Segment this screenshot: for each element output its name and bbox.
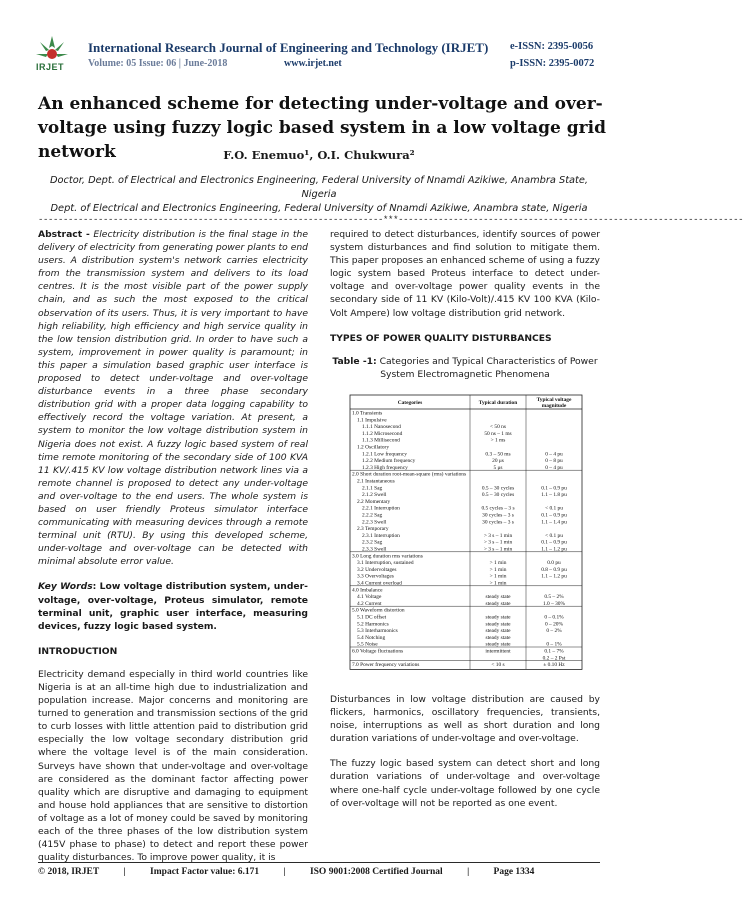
table-cell: 0 – 4 pu <box>545 464 563 471</box>
section-divider: ---------------------------------------------------------------------***--------------------------------------------------------------------- <box>38 215 743 225</box>
table-cell: 0.5 cycles – 3 s <box>481 505 515 512</box>
table-cell: 2.3 Temporary <box>357 526 389 533</box>
table-cell: 0.5 – 30 cycles <box>481 492 515 499</box>
volume-issue: Volume: 05 Issue: 06 | June-2018 <box>88 58 228 69</box>
table-cell: 1.2.3 High frequency <box>362 464 408 471</box>
table-cell: 1.1 – 1.2 pu <box>541 573 567 580</box>
table-cell: 3.1 Interruption, sustained <box>357 560 414 567</box>
disturbances-text: Disturbances in low voltage distribution are caused by flickers, harmonics, oscillatory frequencies, transients, noise, interruptions as well as short duration and long duration variations of under-voltage and over-voltage. <box>330 693 600 745</box>
table-cell: 0.1 – 0.9 pu <box>541 539 567 546</box>
pq-categories-table <box>330 391 600 681</box>
introduction-text: Electricity demand especially in third world countries like Nigeria is at an all-time high due to industrialization and population increase. Major concerns and monitoring are turned to generation and transmission sections of the grid to curb losses with little attention paid to distribution grid especially the low voltage secondary distribution grid where the voltage level is of the main consideration. Surveys have shown that under-voltage and over-voltage are considered as the dominant factor affecting power quality which are disruptive and damaging to equipment and house hold appliances that are sensitive to distortion of voltage as a lot of money could be saved by monitoring each of the three phases of the low distribution system (415V phase to phase) to detect and report these power quality disturbances. To improve power quality, it is <box>38 668 308 864</box>
keywords-label: Key Words <box>38 581 93 593</box>
table-cell: 0 – 8 pu <box>545 458 563 465</box>
table-cell: 5.5 Noise <box>357 641 378 648</box>
table-cell: 0.1 – 0.9 pu <box>541 512 567 519</box>
table-cell: 2.3.3 Swell <box>362 546 387 553</box>
table-cell: 2.1 Instantaneous <box>357 478 395 485</box>
table-cell: > 3 s – 1 min <box>483 539 513 546</box>
table-cell: 0.0 pu <box>547 560 561 567</box>
footer-page-number: Page 1334 <box>493 867 535 877</box>
introduction-heading: INTRODUCTION <box>38 645 118 657</box>
affiliation-2: Dept. of Electrical and Electronics Engineering, Federal University of Nnamdi Azikiwe, Anambra state, Nigeria <box>50 203 588 214</box>
table-cell: steady state <box>485 600 511 607</box>
table-cell: 6.0 Voltage fluctuations <box>352 648 404 655</box>
table-header-cell: Typical duration <box>478 399 518 406</box>
table-cell: 0 – 1% <box>546 641 562 648</box>
table-cell: > 1 min <box>489 566 507 573</box>
table-cell: intermittent <box>485 648 511 655</box>
table-cell: 4.0 Imbalance <box>352 587 383 594</box>
table-cell: 2.3.2 Sag <box>362 539 383 546</box>
table-cell: steady state <box>485 614 511 621</box>
logo-text: IRJET <box>36 62 65 72</box>
table-caption-text: Categories and Typical Characteristics of Power System Electromagnetic Phenomena <box>376 355 598 380</box>
table-cell: 5.2 Harmonics <box>357 621 389 628</box>
table-cell: 20 μs <box>492 458 504 465</box>
table-cell: 3.4 Current overload <box>357 580 402 587</box>
table-cell: 5.3 Interharmonics <box>357 628 398 635</box>
table-cell: 2.1.1 Sag <box>362 485 383 492</box>
journal-title: International Research Journal of Engineering and Technology (IRJET) <box>88 40 489 55</box>
paper-title: An enhanced scheme for detecting under-voltage and over-voltage using fuzzy logic based system in a low voltage grid network <box>38 94 606 162</box>
table-cell: ± 0.10 Hz <box>543 662 565 669</box>
table-cell: 1.1.2 Microsecond <box>362 430 403 437</box>
table-cell: 3.0 Long duration rms variations <box>352 553 423 560</box>
table-cell: 3.2 Undervoltages <box>357 566 397 573</box>
table-cell: 0 – 0.1% <box>544 614 564 621</box>
intro-continued-text: required to detect disturbances, identify sources of power system disturbances and find solution to mitigate them. This paper proposes an enhanced scheme of using a fuzzy logic system based Proteus interface to detect under-voltage and over-voltage power quality events in the secondary side of 11 KV (Kilo-Volt)/.415 KV 100 KVA (Kilo-Volt Ampere) low voltage distribution grid network. <box>330 229 600 319</box>
paper-authors: F.O. Enemuo¹, O.I. Chukwura² <box>223 148 415 162</box>
table-cell: 1.2 Oscillatory <box>357 444 390 451</box>
right-column <box>330 228 600 822</box>
table-cell: 0.1 – 0.9 pu <box>541 485 567 492</box>
types-heading: TYPES OF POWER QUALITY DISTURBANCES <box>330 332 552 344</box>
table-cell: 5.0 Waveform distortion <box>352 607 405 614</box>
table-cell: 7.0 Power frequency variations <box>352 662 420 669</box>
table-cell: > 1 min <box>489 580 507 587</box>
table-cell: 0 – 20% <box>545 621 563 628</box>
table-cell: 2.2.3 Swell <box>362 519 387 526</box>
pq-categories-table-svg <box>330 391 600 681</box>
table-cell: > 1 min <box>489 573 507 580</box>
table-caption <box>330 355 600 381</box>
author-affiliations <box>38 174 600 216</box>
table-cell: 5 μs <box>493 464 503 471</box>
fuzzy-system-text: The fuzzy logic based system can detect short and long duration variations of under-voltage and over-voltage where one-half cycle under-voltage followed by one cycle of over-voltage will not be reported as one event. <box>330 758 600 809</box>
table-cell: 5.4 Notching <box>357 634 386 641</box>
table-cell: 1.0 Transients <box>352 410 383 417</box>
table-cell: 0.2 – 2 Pst <box>542 655 566 662</box>
table-cell: steady state <box>485 594 511 601</box>
table-cell: 50 ns – 1 ms <box>484 430 512 437</box>
table-cell: 1.1 – 1.4 pu <box>541 519 567 526</box>
table-cell: < 50 ns <box>490 424 506 431</box>
table-cell: 4.1 Voltage <box>357 594 382 601</box>
footer-iso: ISO 9001:2008 Certified Journal <box>309 867 443 877</box>
table-cell: 0.5 – 2% <box>544 594 564 601</box>
table-cell: 0.3 – 50 ms <box>485 451 511 458</box>
table-header-cell: magnitude <box>541 402 567 409</box>
table-cell: 0 – 4 pu <box>545 451 563 458</box>
table-cell: < 0.1 pu <box>545 532 563 539</box>
table-cell: 0.1 – 7% <box>544 648 564 655</box>
table-cell: 2.1.2 Swell <box>362 492 387 499</box>
table-cell: 1.2.1 Low frequency <box>362 451 407 458</box>
footer-separator: | <box>123 867 126 877</box>
table-cell: steady state <box>485 621 511 628</box>
table-cell: 1.1.3 Millisecond <box>362 437 400 444</box>
table-cell: 2.2 Momentary <box>357 498 391 505</box>
table-cell: 0.8 – 0.9 pu <box>541 566 567 573</box>
footer-impact-factor: Impact Factor value: 6.171 <box>150 867 260 877</box>
table-cell: 2.2.1 Interruption <box>362 505 400 512</box>
table-cell: < 0.1 pu <box>545 505 563 512</box>
table-cell: 30 cycles – 3 s <box>482 519 514 526</box>
keywords-text: : Low voltage distribution system, under-voltage, over-voltage, Proteus simulator, remote terminal unit, graphic user interface, measuring devices, fuzzy logic based system. <box>38 581 308 632</box>
table-cell: 4.2 Current <box>357 600 382 607</box>
table-cell: 3.3 Overvoltages <box>357 573 394 580</box>
journal-website-link[interactable]: www.irjet.net <box>284 58 342 69</box>
table-cell: 30 cycles – 3 s <box>482 512 514 519</box>
abstract-label: Abstract - <box>38 229 90 240</box>
table-cell: 1.1 Impulsive <box>357 417 387 424</box>
table-cell: steady state <box>485 641 511 648</box>
table-cell: steady state <box>485 634 511 641</box>
table-cell: > 1 ms <box>490 437 506 444</box>
table-cell: > 3 s – 1 min <box>483 546 513 553</box>
keywords <box>38 580 308 632</box>
table-cell: 5.1 DC offset <box>357 614 387 621</box>
footer-separator: | <box>283 867 286 877</box>
table-cell: 2.2.2 Sag <box>362 512 383 519</box>
table-cell: > 1 min <box>489 560 507 567</box>
table-cell: 0 – 2% <box>546 628 562 635</box>
table-cell: 1.1.1 Nanosecond <box>362 424 401 431</box>
table-cell: steady state <box>485 628 511 635</box>
affiliation-1: Doctor, Dept. of Electrical and Electronics Engineering, Federal University of Nnamdi Azikiwe, Anambra State, Nigeria <box>49 175 589 200</box>
e-issn: e-ISSN: 2395-0056 <box>510 41 594 52</box>
table-cell: < 10 s <box>491 662 505 669</box>
table-cell: > 3 s – 1 min <box>483 532 513 539</box>
abstract-text: Electricity distribution is the final stage in the delivery of electricity from generating power plants to end users. A distribution system's network carries electricity from the transmission system and delivers to its load centres. It is the most visible part of the power supply chain, and as such the most exposed to the critical observation of its users. Thus, it is very important to have high reliability, high efficiency and high service quality in the low tension distribution grid. In order to have such a system, improvement in power quality is paramount; in this paper a simulation based graphic user interface is proposed to detect under-voltage and over-voltage disturbance events in a three phase secondary distribution grid with a proper data logging capability to effectively record the voltage variation. At present, a system to monitor the low voltage distribution system in Nigeria does not exist. A fuzzy logic based system of real time remote monitoring of the secondary side of 100 KVA 11 KV/.415 KV low voltage distribution network lines via a remote channel is proposed to detect any under-voltage and over-voltage to the end users. The whole system is based on user friendly Proteus simulator interface communicating with measuring devices through a remote terminal unit (RTU). By using this developed scheme, under-voltage and over-voltage can be detected with minimal absolute error value. <box>38 229 308 568</box>
footer-separator: | <box>467 867 470 877</box>
table-cell: 1.1 – 1.8 pu <box>541 492 567 499</box>
table-cell: 1.1 – 1.2 pu <box>541 546 567 553</box>
table-cell: 0.5 – 30 cycles <box>481 485 515 492</box>
table-cell: 1.2.2 Medium frequency <box>362 458 416 465</box>
table-header-cell: Categories <box>397 399 423 406</box>
table-header-cell: Typical voltage <box>536 396 572 403</box>
journal-header <box>0 0 638 80</box>
page-footer <box>38 867 600 877</box>
footer-rule <box>38 862 600 863</box>
abstract <box>38 228 308 568</box>
table-cell: 2.0 Short duration root-mean-square (rms) variations <box>352 471 467 478</box>
left-column <box>38 228 308 876</box>
table-cell: 2.3.1 Interruption <box>362 532 400 539</box>
p-issn: p-ISSN: 2395-0072 <box>510 58 595 69</box>
footer-copyright: © 2018, IRJET <box>38 867 100 877</box>
table-cell: 1.0 – 30% <box>542 600 566 607</box>
table-label: Table -1: <box>332 355 377 367</box>
